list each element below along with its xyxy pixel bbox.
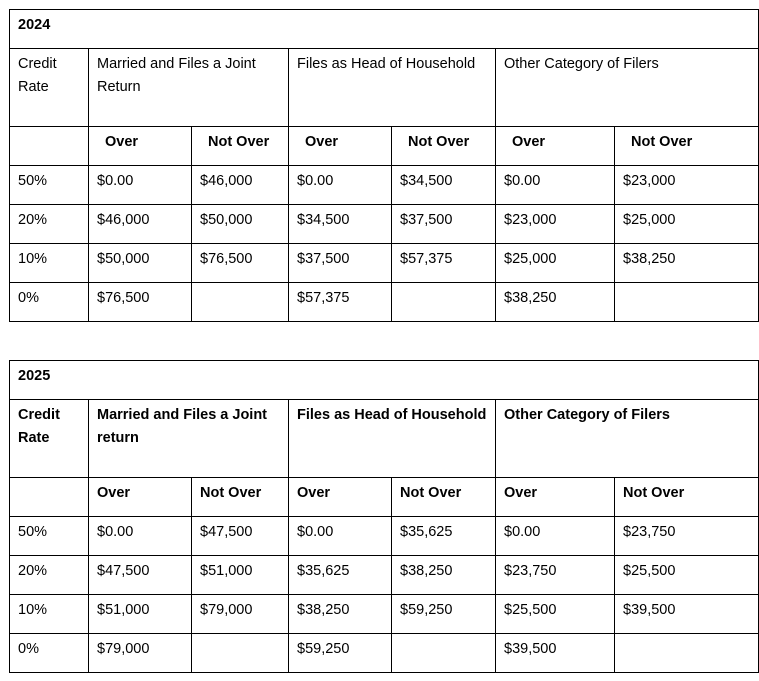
cell-rate: 50% xyxy=(10,517,89,556)
cell-hoh-over: $59,250 xyxy=(289,634,392,673)
subheader-over: Over xyxy=(289,478,392,517)
cell-hoh-not-over: $59,250 xyxy=(392,595,496,634)
cell-hoh-over: $0.00 xyxy=(289,166,392,205)
cell-mfj-not-over: $76,500 xyxy=(192,244,289,283)
subheader-not-over: Not Over xyxy=(392,127,496,166)
subheader-not-over: Not Over xyxy=(192,478,289,517)
cell-hoh-not-over xyxy=(392,634,496,673)
cell-mfj-not-over: $50,000 xyxy=(192,205,289,244)
header-other-filers: Other Category of Filers xyxy=(496,400,759,478)
header-married-joint: Married and Files a Joint return xyxy=(89,400,289,478)
table-row xyxy=(10,595,759,634)
cell-other-not-over: $23,000 xyxy=(615,166,759,205)
header-other-filers: Other Category of Filers xyxy=(496,49,759,127)
table-row xyxy=(10,517,759,556)
subheader-empty xyxy=(10,127,89,166)
table-row xyxy=(10,556,759,595)
table-row xyxy=(10,634,759,673)
cell-mfj-over: $79,000 xyxy=(89,634,192,673)
cell-rate: 0% xyxy=(10,283,89,322)
cell-rate: 20% xyxy=(10,205,89,244)
cell-other-not-over: $39,500 xyxy=(615,595,759,634)
cell-mfj-over: $0.00 xyxy=(89,166,192,205)
subheader-not-over: Not Over xyxy=(615,127,759,166)
cell-hoh-not-over: $38,250 xyxy=(392,556,496,595)
cell-hoh-over: $34,500 xyxy=(289,205,392,244)
cell-other-over: $25,500 xyxy=(496,595,615,634)
cell-other-over: $23,000 xyxy=(496,205,615,244)
subheader-over: Over xyxy=(89,127,192,166)
cell-hoh-over: $38,250 xyxy=(289,595,392,634)
cell-other-not-over: $23,750 xyxy=(615,517,759,556)
cell-hoh-over: $35,625 xyxy=(289,556,392,595)
subheader-over: Over xyxy=(289,127,392,166)
cell-other-not-over: $25,500 xyxy=(615,556,759,595)
cell-rate: 10% xyxy=(10,244,89,283)
cell-other-over: $0.00 xyxy=(496,517,615,556)
cell-other-over: $39,500 xyxy=(496,634,615,673)
credit-rate-table-2025 xyxy=(9,360,759,673)
table-row xyxy=(10,244,759,283)
cell-mfj-not-over: $47,500 xyxy=(192,517,289,556)
table-year: 2025 xyxy=(10,361,759,400)
cell-other-over: $25,000 xyxy=(496,244,615,283)
header-head-of-household: Files as Head of Household xyxy=(289,400,496,478)
cell-hoh-not-over xyxy=(392,283,496,322)
cell-mfj-over: $76,500 xyxy=(89,283,192,322)
cell-other-not-over: $38,250 xyxy=(615,244,759,283)
cell-other-not-over xyxy=(615,634,759,673)
cell-other-not-over: $25,000 xyxy=(615,205,759,244)
cell-mfj-not-over xyxy=(192,283,289,322)
cell-mfj-over: $0.00 xyxy=(89,517,192,556)
cell-hoh-not-over: $37,500 xyxy=(392,205,496,244)
subheader-over: Over xyxy=(89,478,192,517)
header-credit-rate: Credit Rate xyxy=(10,400,89,478)
table-row xyxy=(10,166,759,205)
cell-hoh-not-over: $57,375 xyxy=(392,244,496,283)
cell-mfj-not-over: $79,000 xyxy=(192,595,289,634)
cell-hoh-over: $37,500 xyxy=(289,244,392,283)
header-head-of-household: Files as Head of Household xyxy=(289,49,496,127)
table-row xyxy=(10,283,759,322)
subheader-not-over: Not Over xyxy=(615,478,759,517)
cell-mfj-over: $51,000 xyxy=(89,595,192,634)
cell-rate: 0% xyxy=(10,634,89,673)
cell-other-over: $0.00 xyxy=(496,166,615,205)
cell-mfj-not-over: $46,000 xyxy=(192,166,289,205)
cell-hoh-over: $57,375 xyxy=(289,283,392,322)
subheader-empty xyxy=(10,478,89,517)
cell-mfj-over: $46,000 xyxy=(89,205,192,244)
table-row xyxy=(10,205,759,244)
cell-hoh-over: $0.00 xyxy=(289,517,392,556)
subheader-not-over: Not Over xyxy=(392,478,496,517)
subheader-not-over: Not Over xyxy=(192,127,289,166)
cell-mfj-not-over: $51,000 xyxy=(192,556,289,595)
cell-mfj-over: $50,000 xyxy=(89,244,192,283)
cell-mfj-not-over xyxy=(192,634,289,673)
subheader-over: Over xyxy=(496,478,615,517)
table-year: 2024 xyxy=(10,10,759,49)
cell-rate: 20% xyxy=(10,556,89,595)
cell-rate: 50% xyxy=(10,166,89,205)
cell-other-not-over xyxy=(615,283,759,322)
cell-mfj-over: $47,500 xyxy=(89,556,192,595)
credit-rate-table-2024 xyxy=(9,9,759,322)
cell-hoh-not-over: $35,625 xyxy=(392,517,496,556)
cell-hoh-not-over: $34,500 xyxy=(392,166,496,205)
cell-rate: 10% xyxy=(10,595,89,634)
subheader-over: Over xyxy=(496,127,615,166)
header-married-joint: Married and Files a Joint Return xyxy=(89,49,289,127)
cell-other-over: $38,250 xyxy=(496,283,615,322)
header-credit-rate: Credit Rate xyxy=(10,49,89,127)
cell-other-over: $23,750 xyxy=(496,556,615,595)
